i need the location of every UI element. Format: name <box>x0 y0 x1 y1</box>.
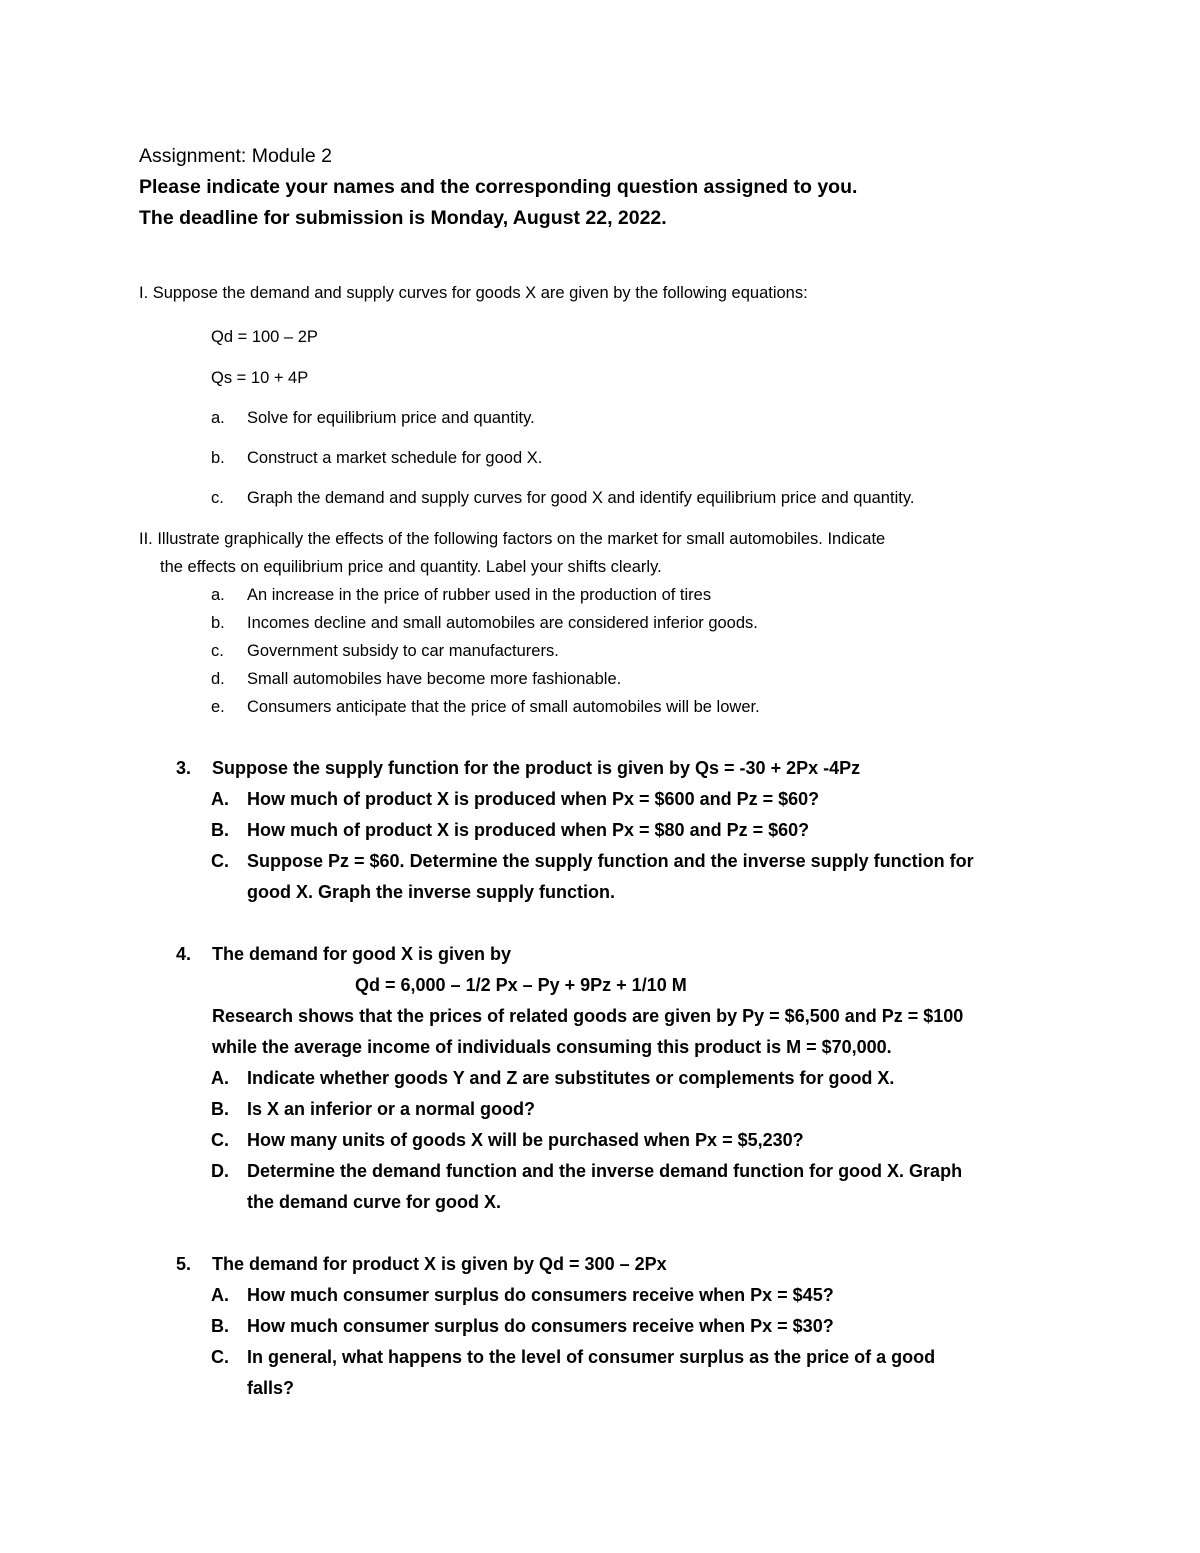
item-label: a. <box>211 586 225 604</box>
question-3 <box>176 758 861 778</box>
list-item <box>211 586 712 604</box>
list-item <box>211 642 559 660</box>
research-line2: while the average income of individuals consuming this product is M = $70,000. <box>212 1037 892 1057</box>
item-label: C. <box>211 851 229 871</box>
item-text: Graph the demand and supply curves for good X and identify equilibrium price and quantity. <box>247 489 915 507</box>
item-label: c. <box>211 642 224 660</box>
item-text: How much of product X is produced when Px = $600 and Pz = $60? <box>247 789 820 809</box>
item-text: Solve for equilibrium price and quantity. <box>247 409 535 427</box>
item-label: B. <box>211 820 229 840</box>
list-item <box>211 820 810 840</box>
list-item <box>211 698 760 716</box>
section2-intro-line1: II. Illustrate graphically the effects of the following factors on the market for small automobiles. Indicate <box>139 530 886 548</box>
question-4 <box>176 944 512 964</box>
list-item <box>211 489 915 507</box>
item-text: Determine the demand function and the inverse demand function for good X. Graph <box>247 1161 963 1181</box>
list-item <box>211 1161 963 1181</box>
list-item <box>211 449 543 467</box>
item-text: Suppose Pz = $60. Determine the supply function and the inverse supply function for <box>247 851 974 871</box>
question-number: 5. <box>176 1254 192 1274</box>
item-label: b. <box>211 449 225 467</box>
item-text: An increase in the price of rubber used in the production of tires <box>247 586 712 604</box>
item-text: Small automobiles have become more fashionable. <box>247 670 622 688</box>
list-item <box>211 614 758 632</box>
list-item <box>211 851 974 871</box>
item-text: Government subsidy to car manufacturers. <box>247 642 559 660</box>
section1-equation-supply: Qs = 10 + 4P <box>211 369 309 387</box>
item-label: C. <box>211 1130 229 1150</box>
deadline-line: The deadline for submission is Monday, August 22, 2022. <box>139 207 667 229</box>
question-stem: The demand for product X is given by Qd = 300 – 2Px <box>212 1254 667 1274</box>
item-label: A. <box>211 789 229 809</box>
assignment-title: Assignment: Module 2 <box>139 145 332 167</box>
item-text: How much consumer surplus do consumers receive when Px = $30? <box>247 1316 834 1336</box>
item-label: C. <box>211 1347 229 1367</box>
question-stem: The demand for good X is given by <box>212 944 512 964</box>
item-label: D. <box>211 1161 229 1181</box>
item-text: Construct a market schedule for good X. <box>247 449 543 467</box>
item-label: e. <box>211 698 225 716</box>
list-item <box>211 1130 804 1150</box>
research-line1: Research shows that the prices of related goods are given by Py = $6,500 and Pz = $100 <box>212 1006 964 1026</box>
question-number: 3. <box>176 758 192 778</box>
question-number: 4. <box>176 944 192 964</box>
item-text: How many units of goods X will be purchased when Px = $5,230? <box>247 1130 804 1150</box>
item-text: In general, what happens to the level of consumer surplus as the price of a good <box>247 1347 936 1367</box>
list-item <box>211 789 820 809</box>
instruction-line: Please indicate your names and the corresponding question assigned to you. <box>139 176 858 198</box>
list-item <box>211 670 622 688</box>
item-label: A. <box>211 1285 229 1305</box>
question-stem: Suppose the supply function for the product is given by Qs = -30 + 2Px -4Pz <box>212 758 861 778</box>
section1-intro: I. Suppose the demand and supply curves for goods X are given by the following equations: <box>139 284 808 302</box>
demand-equation: Qd = 6,000 – 1/2 Px – Py + 9Pz + 1/10 M <box>355 975 687 995</box>
item-label: B. <box>211 1099 229 1119</box>
item-label: B. <box>211 1316 229 1336</box>
section1-equation-demand: Qd = 100 – 2P <box>211 328 318 346</box>
item-text: Consumers anticipate that the price of small automobiles will be lower. <box>247 698 760 716</box>
list-item <box>211 409 535 427</box>
list-item <box>211 1347 936 1367</box>
section2-intro-line2: the effects on equilibrium price and quantity. Label your shifts clearly. <box>160 558 662 576</box>
item-continuation: falls? <box>247 1378 295 1398</box>
question-5 <box>176 1254 667 1274</box>
item-text: Is X an inferior or a normal good? <box>247 1099 536 1119</box>
list-item <box>211 1099 536 1119</box>
item-text: How much of product X is produced when Px = $80 and Pz = $60? <box>247 820 810 840</box>
item-continuation: the demand curve for good X. <box>247 1192 502 1212</box>
item-label: d. <box>211 670 225 688</box>
list-item <box>211 1068 895 1088</box>
item-text: Indicate whether goods Y and Z are substitutes or complements for good X. <box>247 1068 895 1088</box>
list-item <box>211 1316 834 1336</box>
item-label: a. <box>211 409 225 427</box>
item-label: A. <box>211 1068 229 1088</box>
item-text: How much consumer surplus do consumers receive when Px = $45? <box>247 1285 834 1305</box>
item-label: c. <box>211 489 224 507</box>
list-item <box>211 1285 834 1305</box>
item-label: b. <box>211 614 225 632</box>
item-continuation: good X. Graph the inverse supply function. <box>247 882 616 902</box>
item-text: Incomes decline and small automobiles are considered inferior goods. <box>247 614 758 632</box>
